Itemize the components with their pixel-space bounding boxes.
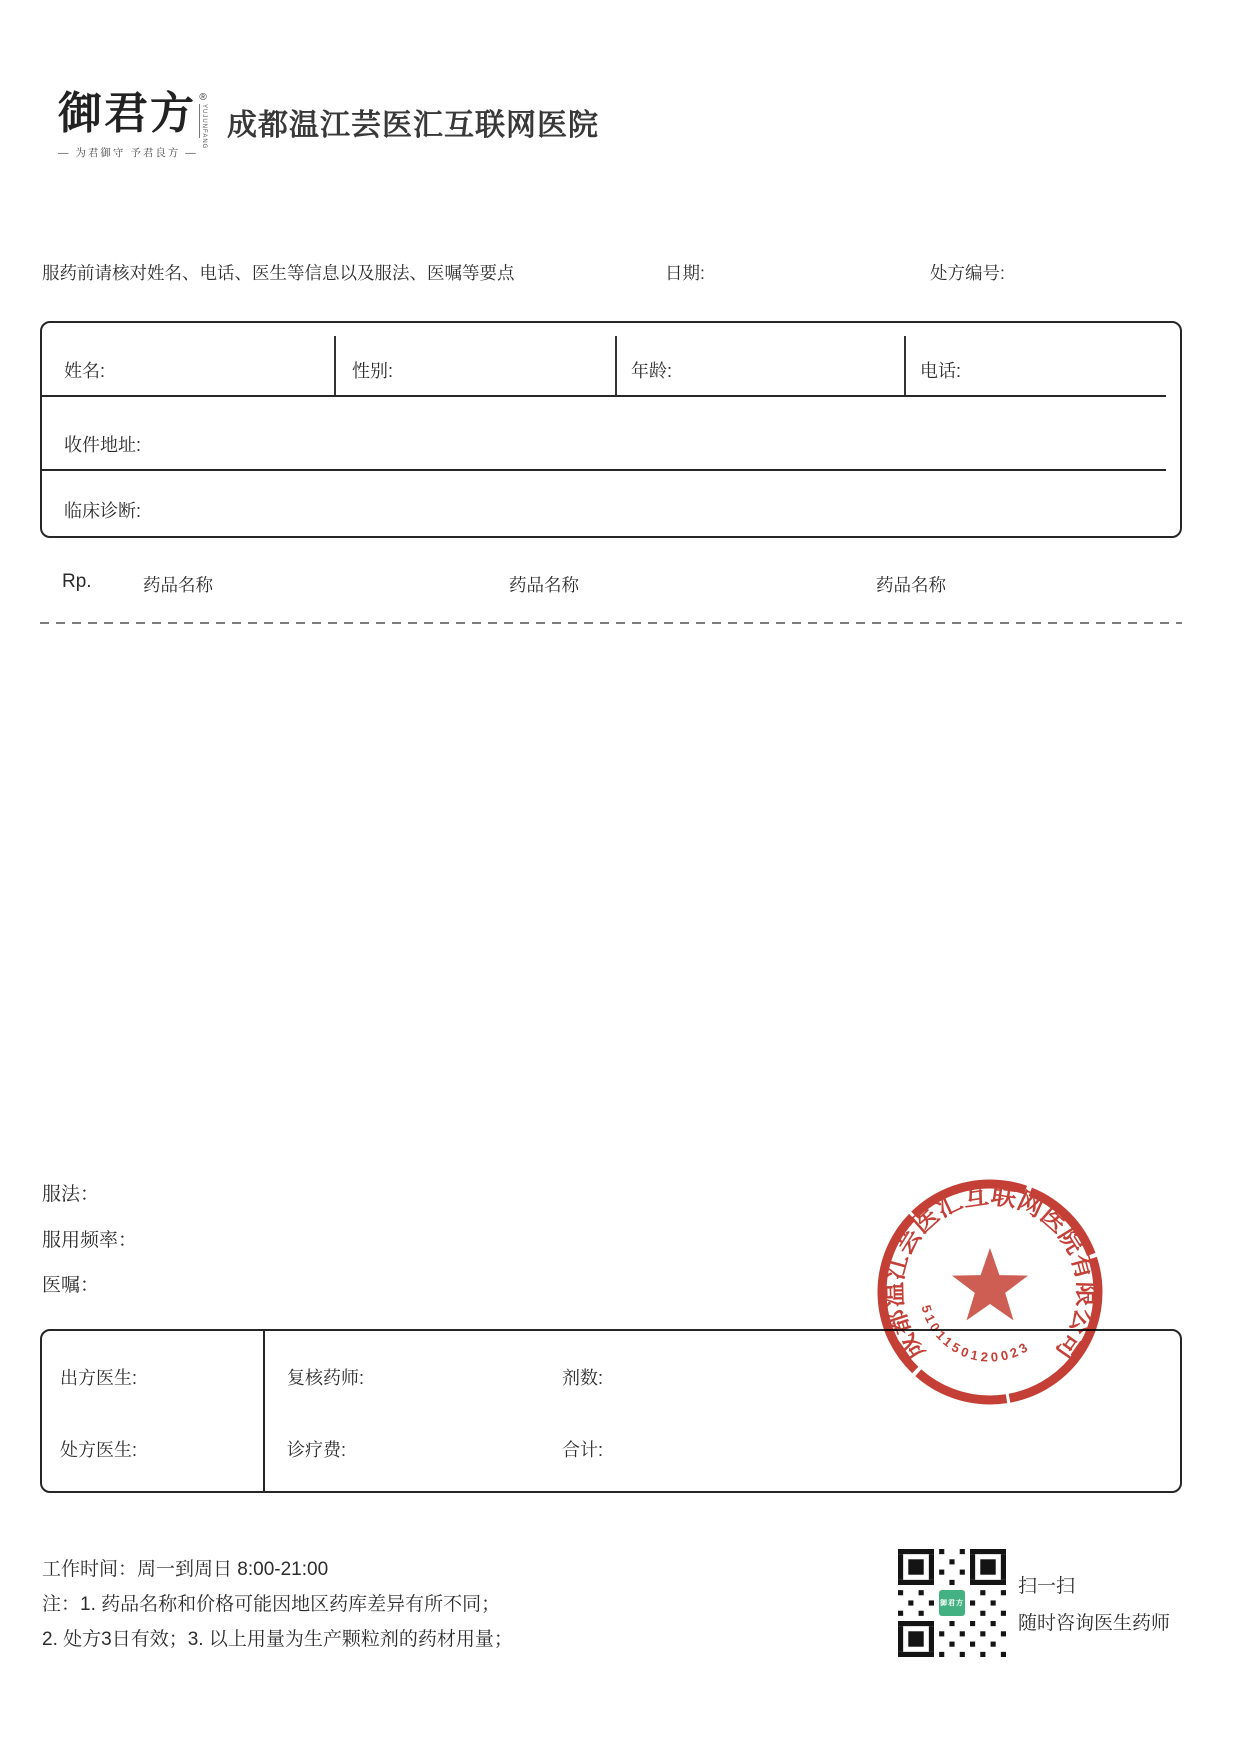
seal-serial-number: 5101150120023 [918, 1303, 1034, 1365]
consultation-fee-label: 诊疗费: [287, 1440, 347, 1460]
divider [334, 336, 336, 396]
official-red-seal [868, 1170, 1112, 1414]
patient-phone-label: 电话: [920, 361, 962, 381]
divider [615, 336, 617, 396]
prescription-number-label: 处方编号: [930, 263, 1005, 283]
consult-anytime-label: 随时咨询医生药师 [1018, 1613, 1171, 1634]
total-label: 合计: [562, 1440, 604, 1460]
note-line-1: 注：1. 药品名称和价格可能因地区药库差异有所不同； [42, 1594, 501, 1615]
patient-gender-label: 性别: [352, 361, 394, 381]
consult-qr-code [898, 1549, 1006, 1657]
frequency-label: 服用频率： [42, 1230, 138, 1251]
brand-logo-text: 御君方 [58, 89, 196, 138]
brand-logo [58, 90, 208, 160]
divider [42, 395, 1166, 397]
drug-name-column-header: 药品名称 [509, 575, 579, 595]
patient-age-label: 年龄: [631, 361, 673, 381]
work-time-note: 工作时间：周一到周日 8:00-21:00 [42, 1559, 329, 1580]
shipping-address-label: 收件地址: [64, 435, 142, 455]
brand-logo-pinyin: YUJUNFANG [201, 104, 207, 150]
brand-tagline: — 为君御守 予君良方 — [58, 147, 198, 160]
qr-center-brand-badge [937, 1588, 967, 1618]
patient-info-box [40, 321, 1182, 538]
divider [263, 1331, 265, 1491]
dashed-separator [40, 622, 1182, 624]
scan-me-label: 扫一扫 [1018, 1576, 1076, 1597]
issuing-doctor-label: 处方医生: [60, 1440, 138, 1460]
usage-label: 服法： [42, 1184, 100, 1205]
note-line-2: 2. 处方3日有效；3. 以上用量为生产颗粒剂的药材用量； [42, 1629, 513, 1650]
divider [42, 469, 1166, 471]
patient-name-label: 姓名: [64, 361, 106, 381]
qr-center-brand-text: 御君方 [940, 1600, 964, 1607]
verification-notice: 服药前请核对姓名、电话、医生等信息以及服法、医嘱等要点 [42, 263, 515, 283]
drug-name-column-header: 药品名称 [143, 575, 213, 595]
rp-label: Rp. [62, 571, 92, 592]
seal-company-text-curved: 成都温江芸医汇互联网医院有限公司 [879, 1181, 1101, 1366]
doctor-advice-label: 医嘱： [42, 1275, 100, 1296]
reviewing-pharmacist-label: 复核药师: [287, 1368, 365, 1388]
hospital-name-title: 成都温江芸医汇互联网医院 [227, 109, 599, 142]
drug-name-column-header: 药品名称 [876, 575, 946, 595]
divider [904, 336, 906, 396]
date-label: 日期: [665, 263, 705, 283]
clinical-diagnosis-label: 临床诊断: [64, 501, 142, 521]
seal-star-icon [952, 1248, 1028, 1320]
prescribing-doctor-label: 出方医生: [60, 1368, 138, 1388]
dose-count-label: 剂数: [562, 1368, 604, 1388]
registered-trademark-icon: ® [199, 92, 207, 103]
